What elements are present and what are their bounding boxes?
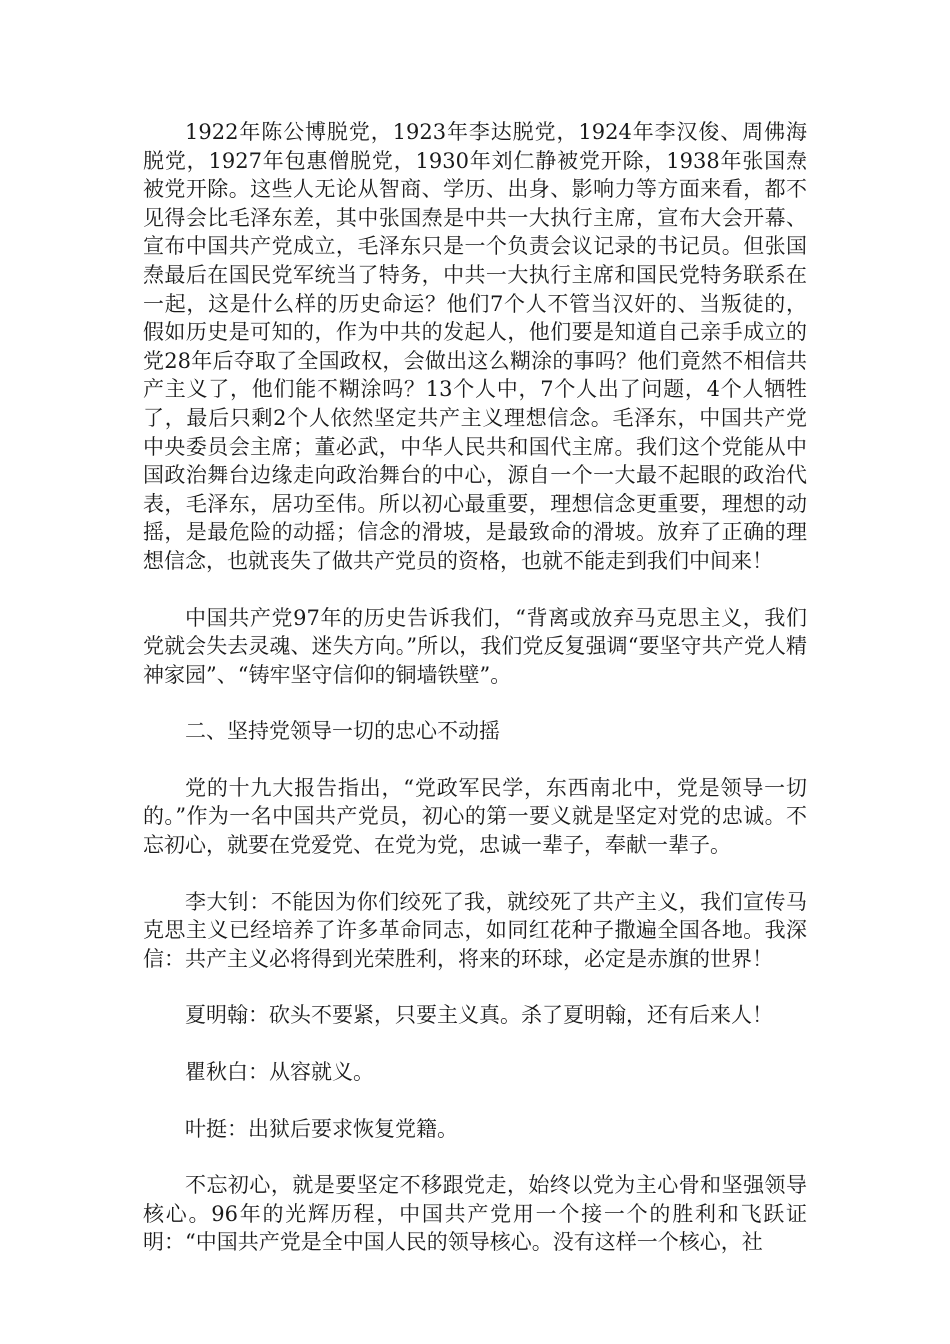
paragraph-ye-ting: 叶挺：出狱后要求恢复党籍。 bbox=[185, 1116, 458, 1141]
paragraph-follow-party: 不忘初心，就是要坚定不移跟党走，始终以党为主心骨和坚强领导核心。96年的光辉历程，中国共产党用一个接一个的胜利和飞跃证明：“中国共产党是全中国人民的领导核心。没有这样一个核心，社 bbox=[143, 1173, 807, 1255]
paragraph-li-dazhao: 李大钊：不能因为你们绞死了我，就绞死了共产主义，我们宣传马克思主义已经培养了许多革命同志，如同红花种子撒遍全国各地。我深信：共产主义必将得到光荣胜利，将来的环球，必定是赤旗的世界！ bbox=[143, 889, 807, 971]
paragraph-defectors: 1922年陈公博脱党，1923年李达脱党，1924年李汉俊、周佛海脱党，1927年包惠僧脱党，1930年刘仁静被党开除，1938年张国焘被党开除。这些人无论从智商、学历、出身、影响力等方面来看，都不见得会比毛泽东差，其中张国焘是中共一大执行主席，宣布大会开幕、宣布中国共产党成立，毛泽东只是一个负责会议记录的书记员。但张国焘最后在国民党军统当了特务，中共一大执行主席和国民党特务联系在一起，这是什么样的历史命运？他们7个人不管当汉奸的、当叛徒的，假如历史是可知的，作为中共的发起人，他们要是知道自己亲手成立的党28年后夺取了全国政权，会做出这么糊涂的事吗？他们竟然不相信共产主义了，他们能不糊涂吗？13个人中，7个人出了问题，4个人牺牲了，最后只剩2个人依然坚定共产主义理想信念。毛泽东，中国共产党中央委员会主席；董必武，中华人民共和国代主席。我们这个党能从中国政治舞台边缘走向政治舞台的中心，源自一个一大最不起眼的政治代表，毛泽东，居功至伟。所以初心最重要，理想信念更重要，理想的动摇，是最危险的动摇；信念的滑坡，是最致命的滑坡。放弃了正确的理想信念，也就丧失了做共产党员的资格，也就不能走到我们中间来！ bbox=[143, 120, 807, 573]
paragraph-party-leads: 党的十九大报告指出，“党政军民学，东西南北中，党是领导一切的。”作为一名中国共产党员，初心的第一要义就是坚定对党的忠诚。不忘初心，就要在党爱党、在党为党，忠诚一辈子，奉献一辈子。 bbox=[143, 775, 807, 858]
document-body bbox=[143, 118, 807, 1285]
section-heading-2: 二、坚持党领导一切的忠心不动摇 bbox=[185, 719, 500, 744]
paragraph-history-lesson: 中国共产党97年的历史告诉我们，“背离或放弃马克思主义，我们党就会失去灵魂、迷失方向。”所以，我们党反复强调“要坚守共产党人精神家园”、“铸牢坚守信仰的铜墙铁壁”。 bbox=[143, 605, 807, 687]
paragraph-xia-minghan: 夏明翰：砍头不要紧，只要主义真。杀了夏明翰，还有后来人！ bbox=[185, 1003, 773, 1028]
paragraph-qu-qiubai: 瞿秋白：从容就义。 bbox=[185, 1060, 374, 1085]
